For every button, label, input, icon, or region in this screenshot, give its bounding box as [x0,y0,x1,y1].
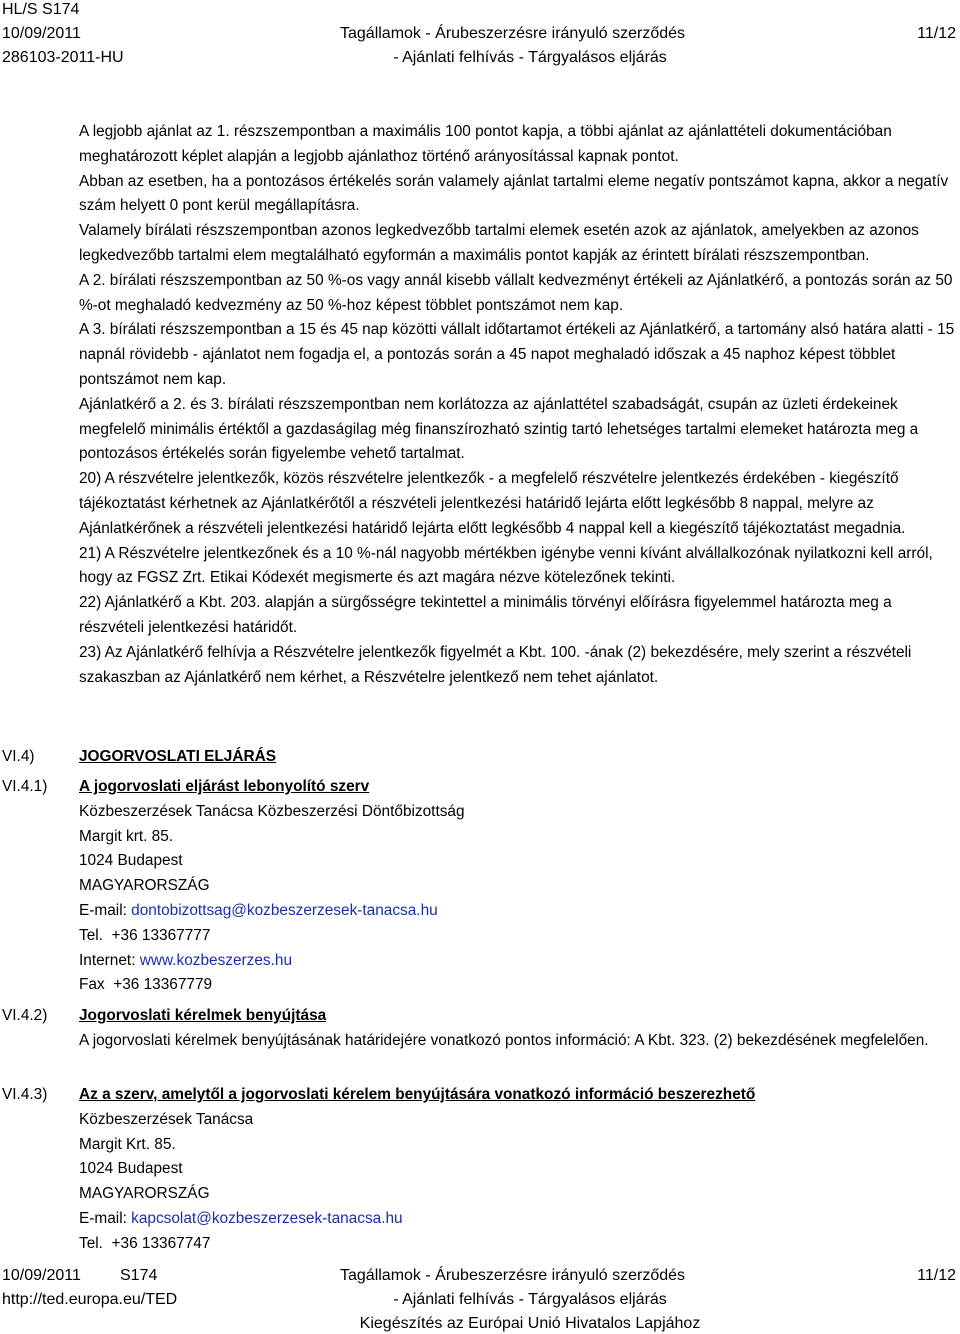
paragraph: Valamely bírálati részszempontban azonos legkedvezőbb tartalmi elemek esetén azok az ajánlatok, amelyekben az azonos legkedvezőbb tartalmi elem megtalálható egyformán a maximális pontot kapják az érintett bírálati részszempontban. [79,222,919,264]
footer-supplement: Kiegészítés az Európai Unió Hivatalos Lapjához [359,1315,701,1332]
country: MAGYARORSZÁG [79,1185,210,1203]
email-line: E-mail: kapcsolat@kozbeszerzesek-tanacsa.hu [79,1209,403,1227]
body-text [79,120,957,690]
footer-subtitle: - Ajánlati felhívás - Tárgyalásos eljárás [393,1291,667,1308]
paragraph: Abban az esetben, ha a pontozásos értékelés során valamely ajánlat tartalmi eleme negatív pontszámot kapna, akkor a negatív szám helyett 0 pont kerül megállapításra. [79,172,949,215]
footer-series: S174 [120,1267,158,1284]
tel-number: +36 13367747 [111,1234,211,1252]
tel-line: Tel. +36 13367747 [79,1234,211,1252]
footer-date: 10/09/2011 [2,1267,81,1284]
section-number: VI.4.2) [2,1007,48,1024]
paragraph: 22) Ajánlatkérő a Kbt. 203. alapján a sürgősségre tekintettel a minimális törvényi előírásra figyelemmel határozta meg a részvételi jelentkezési határidőt. [79,594,892,636]
internet-line: Internet: www.kozbeszerzes.hu [79,951,293,969]
city: 1024 Budapest [79,1160,183,1178]
tel-line: Tel. +36 13367777 [79,926,211,944]
internet-link[interactable]: www.kozbeszerzes.hu [139,951,293,969]
footer-url[interactable]: http://ted.europa.eu/TED [2,1291,178,1308]
country: MAGYARORSZÁG [79,877,210,895]
header-ref: 286103-2011-HU [2,49,124,66]
section-text: A jogorvoslati kérelmek benyújtásának határidejére vonatkozó pontos információ: A Kbt. 323. (2) bekezdésének megfelelően. [79,1031,929,1049]
fax-number: +36 13367779 [113,976,213,994]
street-address: Margit krt. 85. [79,827,174,845]
header-doc-id: HL/S S174 [2,1,80,18]
footer-title: Tagállamok - Árubeszerzésre irányuló szerződés [340,1267,686,1284]
section-title: Az a szerv, amelytől a jogorvoslati kérelem benyújtására vonatkozó információ beszerezhető [79,1086,756,1103]
section-title: A jogorvoslati eljárást lebonyolító szerv [79,778,370,795]
paragraph: 21) A Részvételre jelentkezőnek és a 10 %-nál nagyobb mértékben igénybe venni kívánt alvállalkozónak nyilatkozni kell arról, hogy az FGSZ Zrt. Etikai Kódexét megismerte és azt magára nézve kötelezőnek tekinti. [79,544,933,587]
org-name: Közbeszerzések Tanácsa Közbeszerzési Döntőbizottság [79,802,465,820]
street-address: Margit Krt. 85. [79,1135,176,1153]
page-header [0,0,960,70]
fax-line: Fax +36 13367779 [79,976,213,994]
header-subtitle: - Ajánlati felhívás - Tárgyalásos eljárás [393,49,667,66]
header-date: 10/09/2011 [2,25,81,42]
paragraph: 20) A részvételre jelentkezők, közös részvételre jelentkezők - a megfelelő részvételre jelentkezés érdekében - kiegészítő tájékoztatást kérhetnek az Ajánlatkérőtől a részvételi jelentkezési határidő lejárta előtt legkésőbb 8 nappal, melyre az Ajánlatkérőnek a részvételi jelentkezési határidő lejárta előtt legkésőbb 4 nappal kell a kiegészítő tájékoztatást megadnia. [79,470,906,537]
tel-number: +36 13367777 [111,926,211,944]
city: 1024 Budapest [79,852,183,870]
footer-page: 11/12 [917,1267,956,1284]
paragraph: A 2. bírálati részszempontban az 50 %-os vagy annál kisebb vállalt kedvezményt értékeli az Ajánlatkérő, a pontozás során az 50 %-ot meghaladó kedvezmény az 50 %-hoz képest többlet pontszámot nem kap. [79,271,953,314]
section-number: VI.4.3) [2,1086,48,1103]
paragraph: 23) Az Ajánlatkérő felhívja a Részvételre jelentkezők figyelmét a Kbt. 100. -ának (2) bekezdésére, mely szerint a részvételi szakaszban az Ajánlatkérő nem kérhet, a Részvételre jelentkező nem tehet ajánlatot. [79,643,912,686]
section-number: VI.4.1) [2,778,48,795]
paragraph: A 3. bírálati részszempontban a 15 és 45 nap közötti vállalt időtartamot értékeli az Ajánlatkérő, a tartomány alsó határa alatti - 15 napnál rövidebb - ajánlatot nem fogadja el, a pontozás során a 45 napot meghaladó időszak a 45 naphoz képest többlet pontszámot nem kap. [79,321,955,388]
email-link[interactable]: kapcsolat@kozbeszerzesek-tanacsa.hu [131,1209,403,1227]
paragraph: Ajánlatkérő a 2. és 3. bírálati részszempontban nem korlátozza az ajánlattétel szabadságát, csupán az üzleti érdekeinek megfelelő minimális értéktől a gazdaságilag még finanszírozható szintig tartó lehetséges tartalmi elemeket határozta meg a pontozásos értékelés során figyelembe vehető tartalmat. [79,395,919,463]
header-page: 11/12 [917,25,956,42]
org-name: Közbeszerzések Tanácsa [79,1110,254,1128]
header-title: Tagállamok - Árubeszerzésre irányuló szerződés [340,25,686,42]
email-link[interactable]: dontobizottsag@kozbeszerzesek-tanacsa.hu [131,901,438,919]
section-number: VI.4) [2,748,35,765]
paragraph: A legjobb ajánlat az 1. részszempontban a maximális 100 pontot kapja, a többi ajánlat az ajánlattételi dokumentációban meghatározott képlet alapján a legjobb ajánlathoz történő arányosítással kapnak pontot. [79,123,892,165]
section-title: Jogorvoslati kérelmek benyújtása [79,1007,327,1024]
email-line: E-mail: dontobizottsag@kozbeszerzesek-tanacsa.hu [79,901,438,919]
section-title: JOGORVOSLATI ELJÁRÁS [79,748,276,765]
